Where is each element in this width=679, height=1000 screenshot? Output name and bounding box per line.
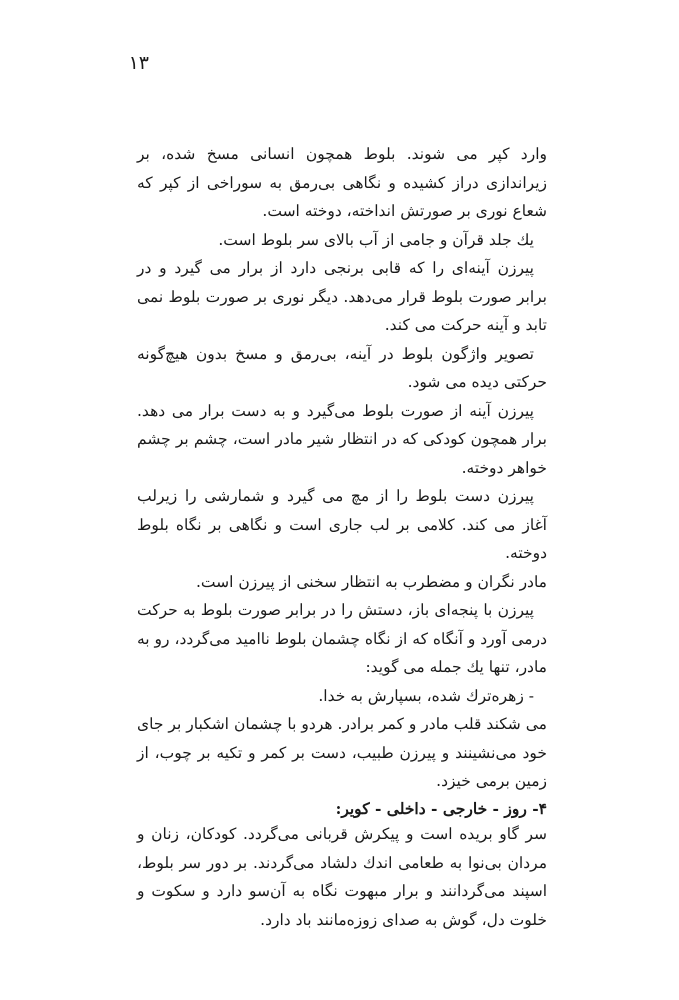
paragraph: وارد کپر می شوند. بلوط همچون انسانی مسخ شده، بر زیراندازی دراز کشیده و نگاهی بی‌رمق به سوراخی از کپر که شعاع نوری بر صورتش انداخته، دوخته است.: [137, 145, 547, 220]
paragraph: یك جلد قرآن و جامی از آب بالای سر بلوط است.: [218, 230, 534, 249]
paragraph: پیرزن آینه از صورت بلوط می‌گیرد و به دست برار می دهد. برار همچون کودکی که در انتظار شیر مادر است، چشم بر چشم خواهر دوخته.: [137, 401, 547, 477]
section-paragraph: سر گاو بریده است و پیکرش قربانی می‌گردد. کودکان، زنان و مردان بی‌نوا به طعامی اندك دلشاد می‌گردند. بر دور سر بلوط، اسپند می‌گردانند و برار مبهوت نگاه به آن‌سو دارد و سکوت و خلوت دل، گوش به صدای زوزه‌مانند باد دارد.: [137, 825, 547, 929]
dialogue-line: - زهره‌ترك شده، بسپارش به خدا.: [318, 686, 534, 705]
paragraph: پیرزن با پنجه‌ای باز، دستش را در برابر صورت بلوط به حرکت درمی آورد و آنگاه که از نگاه چشمان بلوط ناامید می‌گردد، رو به مادر، تنها یك جمله می گوید:: [137, 601, 547, 676]
section-heading: ۴- روز - خارجی - داخلی - کویر:: [335, 799, 547, 818]
paragraph: مادر نگران و مضطرب به انتظار سخنی از پیرزن است.: [195, 572, 547, 591]
body-text: [137, 140, 547, 796]
paragraph: تصویر واژگون بلوط در آینه، بی‌رمق و مسخ بدون هیچ‌گونه حرکتی دیده می شود.: [137, 344, 547, 391]
paragraph: می شکند قلب مادر و کمر برادر. هردو با چشمان اشکبار بر جای خود می‌نشینند و پیرزن طبیب، دست بر کمر و تکیه بر چوب، از زمین برمی خیزد.: [137, 715, 547, 790]
page-number: ۱۳: [128, 52, 149, 74]
paragraph: پیرزن دست بلوط را از مچ می گیرد و شمارشی را زیرلب آغاز می کند. کلامی بر لب جاری است و نگاهی بر نگاه بلوط دوخته.: [137, 487, 547, 562]
paragraph: پیرزن آینه‌ای را که قابی برنجی دارد از برار می گیرد و در برابر صورت بلوط قرار می‌دهد. دیگر نوری بر صورت بلوط نمی تابد و آینه حرکت می کند.: [137, 259, 547, 334]
